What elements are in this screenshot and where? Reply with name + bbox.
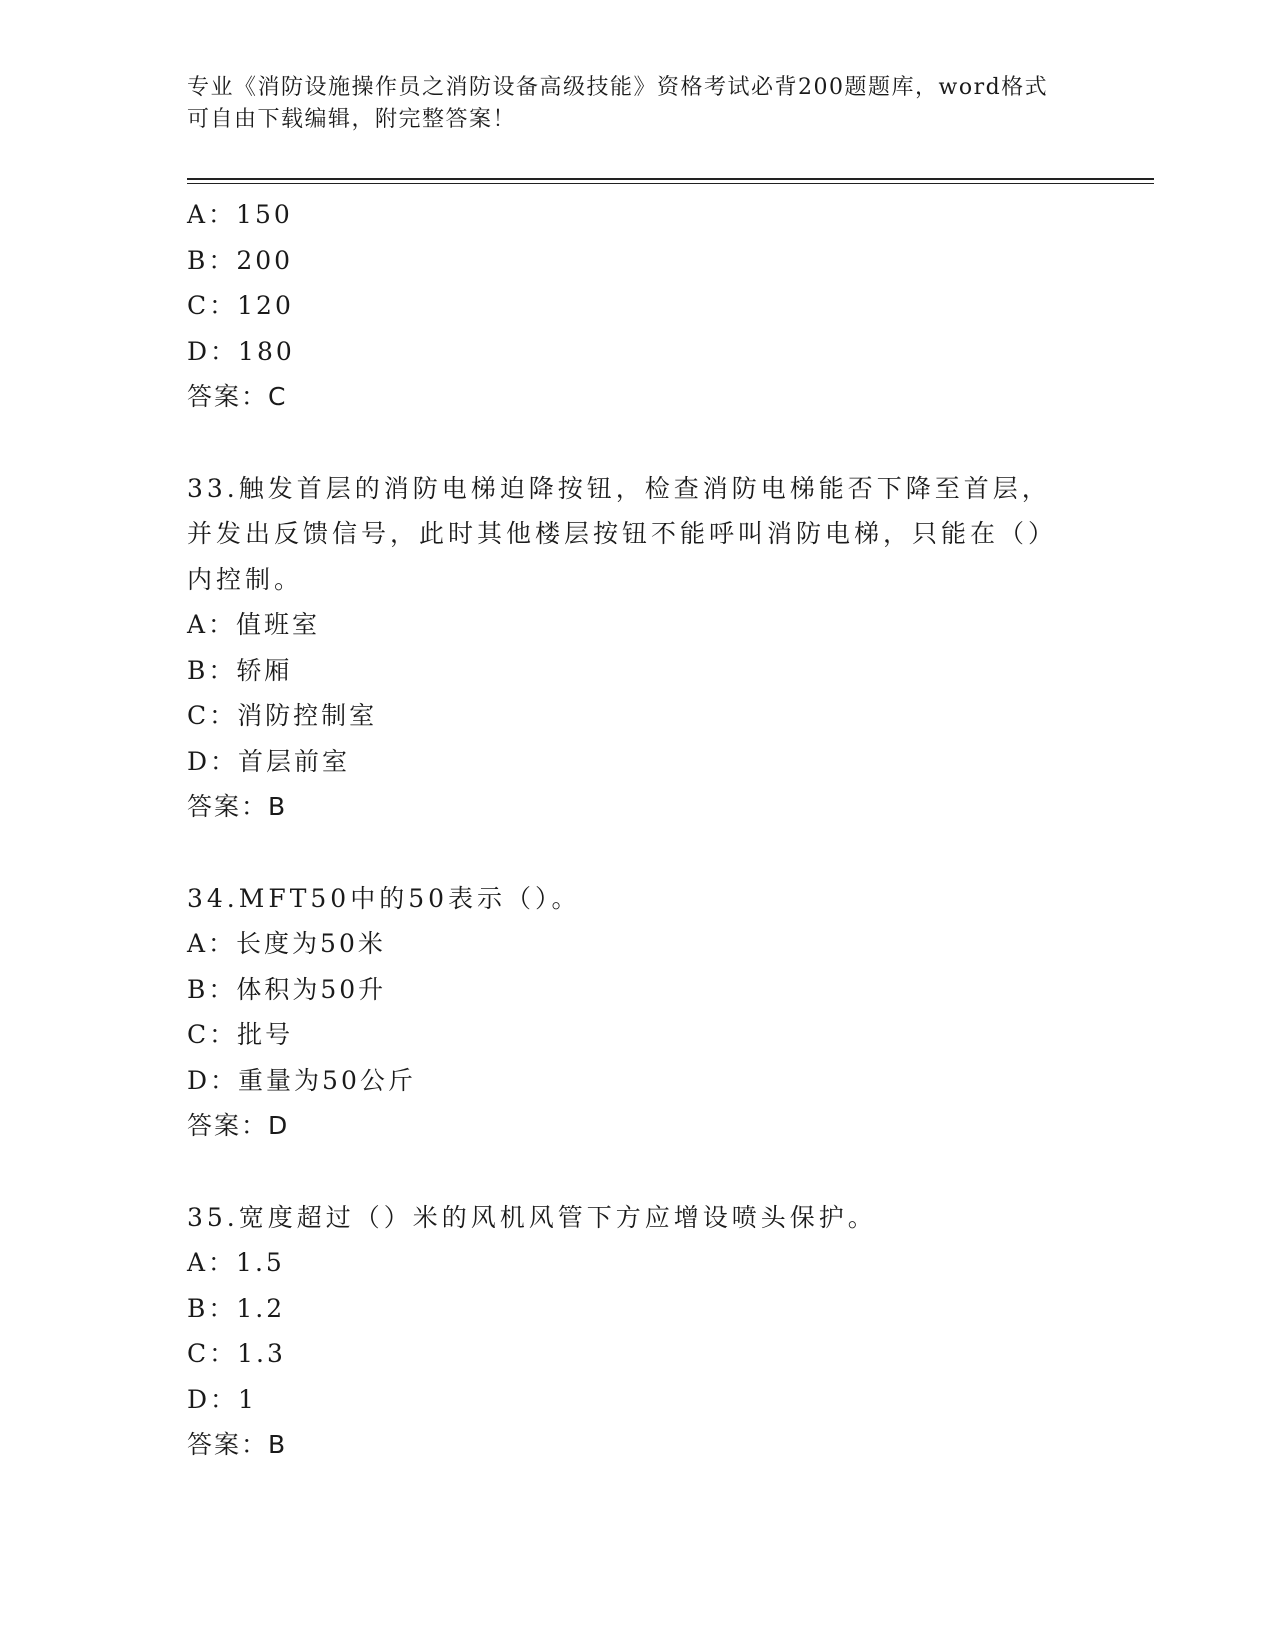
spacer — [187, 830, 1087, 876]
option-a: A：值班室 — [187, 610, 321, 639]
option-b: B：200 — [187, 245, 294, 275]
option-b: B：轿厢 — [187, 655, 293, 685]
question-stem: 34.MFT50中的50表示（）。 — [187, 883, 581, 913]
option-a: A：1.5 — [187, 1248, 285, 1277]
answer-line: 答案：B — [187, 1430, 288, 1459]
spacer — [187, 1149, 1087, 1195]
option-d: D：首层前室 — [187, 746, 351, 776]
option-d: D：180 — [187, 336, 295, 366]
option-c: C：消防控制室 — [187, 701, 378, 730]
option-b: B：1.2 — [187, 1293, 286, 1323]
option-c: C：120 — [187, 291, 294, 320]
option-d: D：重量为50公斤 — [187, 1065, 416, 1095]
question-35 — [187, 1195, 1087, 1468]
answer-line: 答案：B — [187, 792, 288, 821]
question-list — [187, 192, 1087, 1468]
option-c: C：批号 — [187, 1020, 294, 1049]
option-d: D：1 — [187, 1384, 257, 1414]
option-c: C：1.3 — [187, 1339, 286, 1368]
option-b: B：体积为50升 — [187, 974, 387, 1004]
spacer — [187, 420, 1087, 466]
question-stem: 35.宽度超过（）米的风机风管下方应增设喷头保护。 — [187, 1202, 877, 1232]
question-33 — [187, 466, 1087, 830]
header-text: 专业《消防设施操作员之消防设备高级技能》资格考试必背200题题库，word格式可自由下载编辑，附完整答案！ — [187, 75, 1049, 132]
prev-question-block — [187, 192, 1087, 420]
question-stem: 33.触发首层的消防电梯迫降按钮，检查消防电梯能否下降至首层，并发出反馈信号，此时其他楼层按钮不能呼叫消防电梯，只能在（）内控制。 — [187, 473, 1058, 594]
question-34 — [187, 876, 1087, 1149]
option-a: A：150 — [187, 200, 293, 229]
answer-line: 答案：D — [187, 1111, 290, 1140]
answer-line: 答案：C — [187, 382, 288, 411]
option-a: A：长度为50米 — [187, 929, 386, 958]
document-header — [187, 72, 1067, 136]
header-divider — [187, 178, 1154, 184]
